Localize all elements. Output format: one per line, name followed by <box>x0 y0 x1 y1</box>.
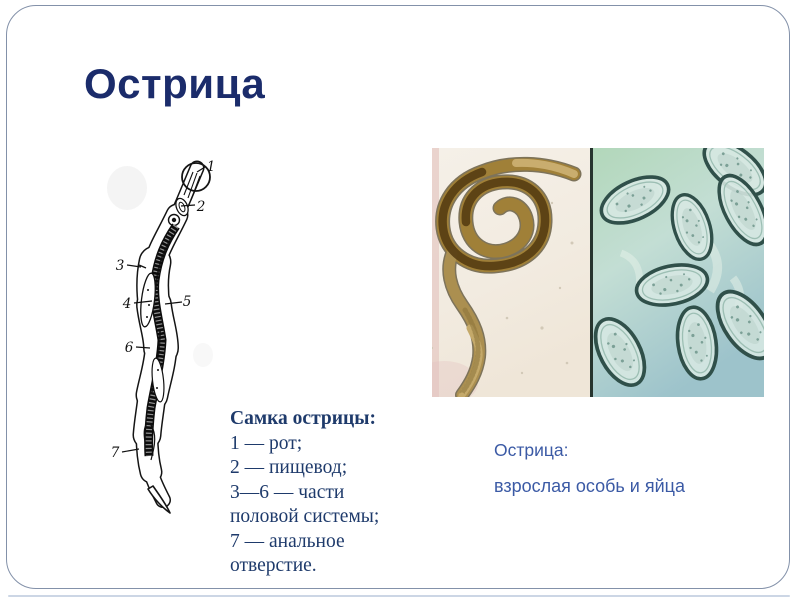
figure-label-3: 3 <box>115 258 125 274</box>
adult-worm-micrograph <box>432 148 590 397</box>
legend-line: 1 — рот; <box>230 432 303 454</box>
anatomy-drawing <box>85 140 235 530</box>
figure-label-6: 6 <box>124 340 134 356</box>
figure-label-5: 5 <box>182 294 192 310</box>
legend-line: 2 — пищевод; <box>230 457 348 478</box>
figure-label-7: 7 <box>110 445 120 461</box>
bottom-accent-line <box>8 595 790 597</box>
legend-line: половой системы; <box>230 506 380 527</box>
slide-stain-edge <box>432 148 439 397</box>
legend-line: отверстие. <box>230 555 317 576</box>
figure-label-2: 2 <box>196 199 206 215</box>
paper-smudge <box>193 343 213 367</box>
photos-caption <box>494 440 685 497</box>
figure-legend <box>230 407 430 579</box>
paper-smudge <box>107 166 147 210</box>
caption-line-2: взрослая особь и яйца <box>494 476 685 496</box>
legend-heading: Самка острицы: <box>230 408 376 429</box>
caption-line-1: Острица: <box>494 440 569 460</box>
eggs-micrograph <box>593 148 764 397</box>
slide-title: Острица <box>84 60 266 107</box>
legend-line: 7 — анальное <box>230 530 345 552</box>
legend-line: 3—6 — части <box>230 481 345 503</box>
figure-label-4: 4 <box>122 296 132 312</box>
figure-label-1: 1 <box>206 159 216 175</box>
